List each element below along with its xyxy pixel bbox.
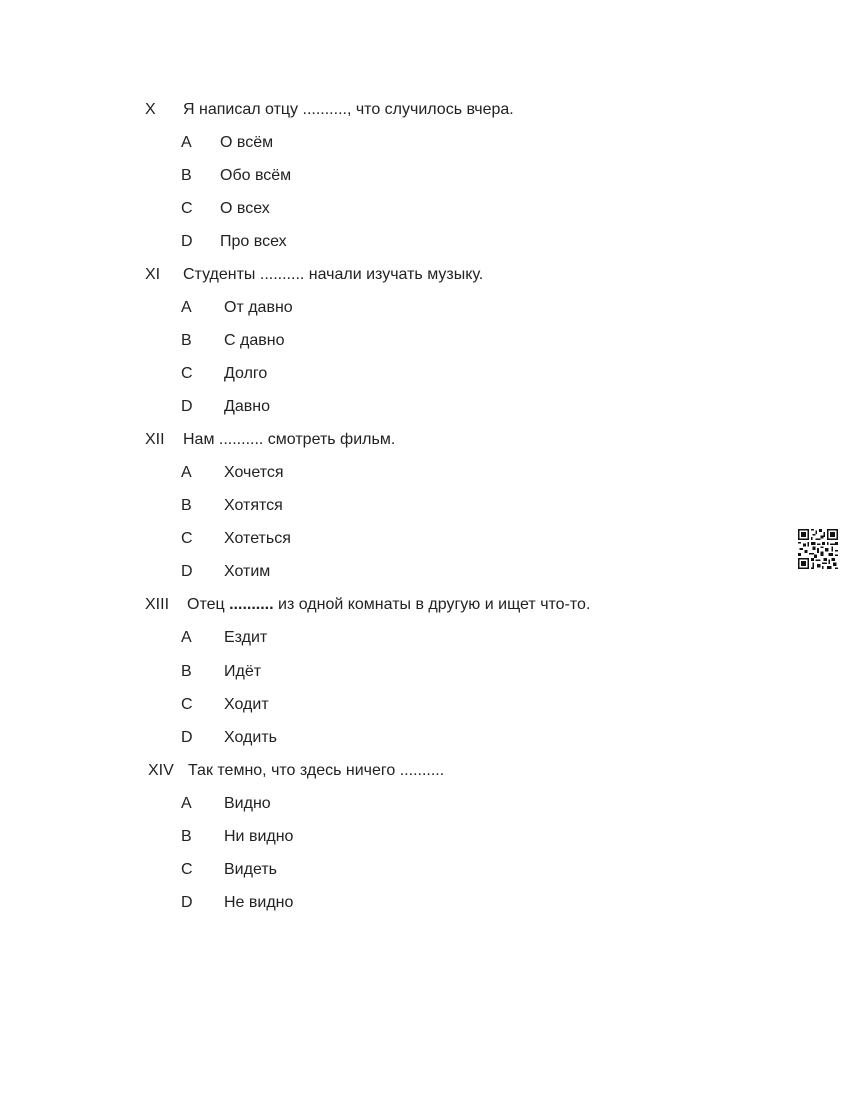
option-text: Идёт bbox=[224, 663, 262, 680]
option-row[interactable] bbox=[181, 496, 481, 516]
option-letter: C bbox=[181, 696, 193, 713]
option-row[interactable] bbox=[181, 827, 481, 847]
option-letter: D bbox=[181, 233, 193, 250]
option-text: Ни видно bbox=[224, 828, 294, 845]
option-letter: C bbox=[181, 365, 193, 382]
option-letter: D bbox=[181, 398, 193, 415]
option-text: Обо всём bbox=[220, 167, 292, 184]
option-text: Ходит bbox=[224, 696, 269, 713]
question-xiii bbox=[145, 595, 705, 615]
question-number: XIII bbox=[145, 596, 170, 613]
option-row[interactable] bbox=[181, 695, 481, 715]
option-letter: C bbox=[181, 530, 193, 547]
option-row[interactable] bbox=[181, 364, 481, 384]
option-letter: A bbox=[181, 629, 192, 646]
question-x bbox=[145, 100, 705, 120]
option-letter: A bbox=[181, 299, 192, 316]
option-letter: D bbox=[181, 563, 193, 580]
option-letter: C bbox=[181, 200, 193, 217]
option-text: Хочется bbox=[224, 464, 284, 481]
question-text-after: из одной комнаты в другую и ищет что-то. bbox=[273, 596, 591, 613]
option-row[interactable] bbox=[181, 562, 481, 582]
option-letter: B bbox=[181, 663, 192, 680]
option-row[interactable] bbox=[181, 662, 481, 682]
question-text-before: Отец bbox=[187, 596, 230, 613]
option-text: Не видно bbox=[224, 894, 294, 911]
question-number: XII bbox=[145, 431, 165, 448]
option-row[interactable] bbox=[181, 794, 481, 814]
option-row[interactable] bbox=[181, 331, 481, 351]
option-row[interactable] bbox=[181, 397, 481, 417]
question-xi bbox=[145, 265, 705, 285]
option-text: Видеть bbox=[224, 861, 277, 878]
option-row[interactable] bbox=[181, 166, 481, 186]
option-text: Долго bbox=[224, 365, 268, 382]
question-number: X bbox=[145, 101, 156, 118]
option-row[interactable] bbox=[181, 298, 481, 318]
option-letter: B bbox=[181, 497, 192, 514]
option-text: Про всех bbox=[220, 233, 287, 250]
option-row[interactable] bbox=[181, 232, 481, 252]
question-xii bbox=[145, 430, 705, 450]
option-row[interactable] bbox=[181, 860, 481, 880]
question-text: Студенты .......... начали изучать музыку. bbox=[183, 266, 484, 283]
option-text: Хотеться bbox=[224, 530, 291, 547]
option-text: О всём bbox=[220, 134, 274, 151]
option-letter: D bbox=[181, 729, 193, 746]
option-letter: D bbox=[181, 894, 193, 911]
option-text: Хотятся bbox=[224, 497, 283, 514]
option-text: С давно bbox=[224, 332, 285, 349]
question-text: Нам .......... смотреть фильм. bbox=[183, 431, 396, 448]
option-row[interactable] bbox=[181, 133, 481, 153]
qr-code-icon bbox=[798, 529, 838, 569]
option-text: От давно bbox=[224, 299, 293, 316]
question-number: XIV bbox=[148, 762, 174, 779]
question-xiv bbox=[148, 761, 708, 781]
option-text: Хотим bbox=[224, 563, 271, 580]
question-text: Я написал отцу .........., что случилось вчера. bbox=[183, 101, 514, 118]
option-letter: A bbox=[181, 464, 192, 481]
question-blank: .......... bbox=[229, 596, 274, 613]
option-row[interactable] bbox=[181, 628, 481, 648]
option-text: Видно bbox=[224, 795, 271, 812]
option-row[interactable] bbox=[181, 893, 481, 913]
option-letter: A bbox=[181, 134, 192, 151]
option-row[interactable] bbox=[181, 728, 481, 748]
question-text bbox=[187, 595, 590, 615]
option-text: Ездит bbox=[224, 629, 268, 646]
option-row[interactable] bbox=[181, 463, 481, 483]
option-letter: B bbox=[181, 828, 192, 845]
option-text: О всех bbox=[220, 200, 270, 217]
question-text: Так темно, что здесь ничего .......... bbox=[188, 762, 445, 779]
option-letter: B bbox=[181, 332, 192, 349]
option-text: Ходить bbox=[224, 729, 277, 746]
option-letter: A bbox=[181, 795, 192, 812]
question-number: XI bbox=[145, 266, 161, 283]
option-letter: C bbox=[181, 861, 193, 878]
option-text: Давно bbox=[224, 398, 270, 415]
option-row[interactable] bbox=[181, 199, 481, 219]
option-letter: B bbox=[181, 167, 192, 184]
option-row[interactable] bbox=[181, 529, 481, 549]
